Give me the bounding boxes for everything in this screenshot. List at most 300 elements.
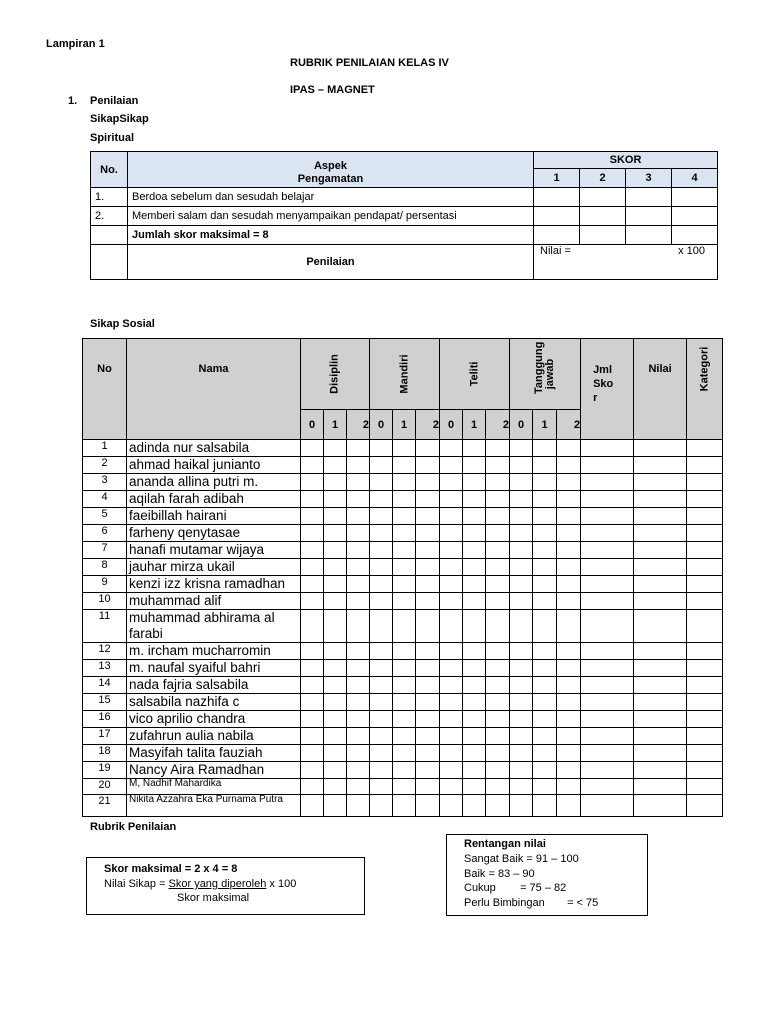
score-cell[interactable] bbox=[440, 474, 463, 491]
score-cell[interactable] bbox=[440, 457, 463, 474]
score-cell[interactable] bbox=[581, 677, 634, 694]
score-cell[interactable] bbox=[416, 762, 440, 779]
score-cell[interactable] bbox=[416, 440, 440, 457]
score-cell[interactable] bbox=[301, 779, 324, 795]
score-cell[interactable] bbox=[533, 542, 557, 559]
score-cell[interactable] bbox=[486, 593, 510, 610]
score-cell[interactable] bbox=[557, 694, 581, 711]
score-cell[interactable] bbox=[486, 440, 510, 457]
score-cell[interactable] bbox=[393, 677, 416, 694]
score-cell[interactable] bbox=[510, 694, 533, 711]
score-cell[interactable] bbox=[486, 728, 510, 745]
score-cell[interactable] bbox=[440, 728, 463, 745]
score-cell[interactable] bbox=[634, 474, 687, 491]
score-cell[interactable] bbox=[347, 440, 370, 457]
score-cell[interactable] bbox=[393, 728, 416, 745]
score-cell[interactable] bbox=[463, 779, 486, 795]
score-cell[interactable] bbox=[440, 677, 463, 694]
score-cell[interactable] bbox=[370, 762, 393, 779]
score-cell[interactable] bbox=[581, 610, 634, 643]
score-cell[interactable] bbox=[510, 559, 533, 576]
score-cell[interactable] bbox=[533, 559, 557, 576]
score-cell[interactable] bbox=[463, 660, 486, 677]
score-cell[interactable] bbox=[533, 711, 557, 728]
score-cell[interactable] bbox=[687, 525, 723, 542]
score-cell[interactable] bbox=[416, 779, 440, 795]
score-cell[interactable] bbox=[533, 508, 557, 525]
score-cell[interactable] bbox=[510, 440, 533, 457]
score-cell[interactable] bbox=[580, 188, 626, 207]
score-cell[interactable] bbox=[687, 610, 723, 643]
score-cell[interactable] bbox=[301, 559, 324, 576]
score-cell[interactable] bbox=[486, 694, 510, 711]
score-cell[interactable] bbox=[393, 474, 416, 491]
score-cell[interactable] bbox=[463, 576, 486, 593]
score-cell[interactable] bbox=[510, 457, 533, 474]
score-cell[interactable] bbox=[463, 474, 486, 491]
score-cell[interactable] bbox=[557, 508, 581, 525]
score-cell[interactable] bbox=[301, 643, 324, 660]
score-cell[interactable] bbox=[581, 593, 634, 610]
score-cell[interactable] bbox=[370, 525, 393, 542]
score-cell[interactable] bbox=[580, 207, 626, 226]
score-cell[interactable] bbox=[557, 542, 581, 559]
score-cell[interactable] bbox=[416, 593, 440, 610]
score-cell[interactable] bbox=[687, 491, 723, 508]
score-cell[interactable] bbox=[393, 762, 416, 779]
score-cell[interactable] bbox=[687, 576, 723, 593]
score-cell[interactable] bbox=[510, 491, 533, 508]
score-cell[interactable] bbox=[687, 660, 723, 677]
score-cell[interactable] bbox=[634, 728, 687, 745]
score-cell[interactable] bbox=[486, 576, 510, 593]
score-cell[interactable] bbox=[324, 491, 347, 508]
score-cell[interactable] bbox=[634, 525, 687, 542]
score-cell[interactable] bbox=[393, 779, 416, 795]
score-cell[interactable] bbox=[416, 643, 440, 660]
score-cell[interactable] bbox=[370, 457, 393, 474]
score-cell[interactable] bbox=[581, 576, 634, 593]
score-cell[interactable] bbox=[510, 643, 533, 660]
score-cell[interactable] bbox=[533, 491, 557, 508]
score-cell[interactable] bbox=[416, 508, 440, 525]
score-cell[interactable] bbox=[416, 542, 440, 559]
score-cell[interactable] bbox=[634, 559, 687, 576]
score-cell[interactable] bbox=[324, 525, 347, 542]
score-cell[interactable] bbox=[510, 660, 533, 677]
score-cell[interactable] bbox=[486, 795, 510, 817]
score-cell[interactable] bbox=[533, 576, 557, 593]
score-cell[interactable] bbox=[534, 188, 580, 207]
score-cell[interactable] bbox=[557, 779, 581, 795]
score-cell[interactable] bbox=[533, 525, 557, 542]
score-cell[interactable] bbox=[440, 660, 463, 677]
score-cell[interactable] bbox=[634, 643, 687, 660]
score-cell[interactable] bbox=[347, 559, 370, 576]
score-cell[interactable] bbox=[687, 508, 723, 525]
score-cell[interactable] bbox=[533, 745, 557, 762]
score-cell[interactable] bbox=[416, 728, 440, 745]
score-cell[interactable] bbox=[347, 745, 370, 762]
score-cell[interactable] bbox=[393, 525, 416, 542]
score-cell[interactable] bbox=[370, 745, 393, 762]
score-cell[interactable] bbox=[347, 474, 370, 491]
score-cell[interactable] bbox=[581, 491, 634, 508]
score-cell[interactable] bbox=[486, 711, 510, 728]
score-cell[interactable] bbox=[634, 795, 687, 817]
score-cell[interactable] bbox=[440, 745, 463, 762]
score-cell[interactable] bbox=[557, 474, 581, 491]
score-cell[interactable] bbox=[634, 610, 687, 643]
score-cell[interactable] bbox=[393, 457, 416, 474]
score-cell[interactable] bbox=[581, 728, 634, 745]
score-cell[interactable] bbox=[510, 593, 533, 610]
score-cell[interactable] bbox=[463, 508, 486, 525]
score-cell[interactable] bbox=[510, 610, 533, 643]
score-cell[interactable] bbox=[510, 711, 533, 728]
score-cell[interactable] bbox=[393, 660, 416, 677]
score-cell[interactable] bbox=[687, 694, 723, 711]
score-cell[interactable] bbox=[393, 593, 416, 610]
score-cell[interactable] bbox=[324, 779, 347, 795]
score-cell[interactable] bbox=[533, 457, 557, 474]
score-cell[interactable] bbox=[486, 474, 510, 491]
score-cell[interactable] bbox=[581, 525, 634, 542]
score-cell[interactable] bbox=[347, 762, 370, 779]
score-cell[interactable] bbox=[533, 440, 557, 457]
score-cell[interactable] bbox=[486, 643, 510, 660]
score-cell[interactable] bbox=[393, 508, 416, 525]
score-cell[interactable] bbox=[393, 610, 416, 643]
score-cell[interactable] bbox=[533, 728, 557, 745]
score-cell[interactable] bbox=[301, 660, 324, 677]
score-cell[interactable] bbox=[626, 188, 672, 207]
score-cell[interactable] bbox=[370, 440, 393, 457]
score-cell[interactable] bbox=[324, 474, 347, 491]
score-cell[interactable] bbox=[687, 795, 723, 817]
score-cell[interactable] bbox=[370, 660, 393, 677]
score-cell[interactable] bbox=[463, 593, 486, 610]
score-cell[interactable] bbox=[393, 440, 416, 457]
score-cell[interactable] bbox=[440, 559, 463, 576]
score-cell[interactable] bbox=[557, 576, 581, 593]
score-cell[interactable] bbox=[557, 711, 581, 728]
score-cell[interactable] bbox=[301, 576, 324, 593]
score-cell[interactable] bbox=[301, 508, 324, 525]
score-cell[interactable] bbox=[634, 677, 687, 694]
score-cell[interactable] bbox=[393, 491, 416, 508]
score-cell[interactable] bbox=[533, 593, 557, 610]
score-cell[interactable] bbox=[634, 542, 687, 559]
score-cell[interactable] bbox=[687, 440, 723, 457]
score-cell[interactable] bbox=[557, 457, 581, 474]
score-cell[interactable] bbox=[393, 795, 416, 817]
score-cell[interactable] bbox=[486, 660, 510, 677]
score-cell[interactable] bbox=[510, 474, 533, 491]
score-cell[interactable] bbox=[440, 542, 463, 559]
score-cell[interactable] bbox=[301, 762, 324, 779]
score-cell[interactable] bbox=[557, 795, 581, 817]
score-cell[interactable] bbox=[393, 694, 416, 711]
score-cell[interactable] bbox=[510, 762, 533, 779]
score-cell[interactable] bbox=[370, 643, 393, 660]
score-cell[interactable] bbox=[510, 542, 533, 559]
score-cell[interactable] bbox=[393, 542, 416, 559]
score-cell[interactable] bbox=[557, 610, 581, 643]
score-cell[interactable] bbox=[510, 795, 533, 817]
score-cell[interactable] bbox=[370, 610, 393, 643]
score-cell[interactable] bbox=[440, 643, 463, 660]
score-cell[interactable] bbox=[557, 559, 581, 576]
score-cell[interactable] bbox=[393, 559, 416, 576]
score-cell[interactable] bbox=[416, 711, 440, 728]
score-cell[interactable] bbox=[581, 440, 634, 457]
score-cell[interactable] bbox=[533, 677, 557, 694]
score-cell[interactable] bbox=[687, 457, 723, 474]
score-cell[interactable] bbox=[440, 440, 463, 457]
score-cell[interactable] bbox=[581, 474, 634, 491]
score-cell[interactable] bbox=[440, 779, 463, 795]
score-cell[interactable] bbox=[634, 779, 687, 795]
score-cell[interactable] bbox=[463, 525, 486, 542]
score-cell[interactable] bbox=[687, 762, 723, 779]
score-cell[interactable] bbox=[533, 694, 557, 711]
score-cell[interactable] bbox=[486, 762, 510, 779]
score-cell[interactable] bbox=[393, 643, 416, 660]
score-cell[interactable] bbox=[347, 795, 370, 817]
score-cell[interactable] bbox=[581, 457, 634, 474]
score-cell[interactable] bbox=[301, 525, 324, 542]
score-cell[interactable] bbox=[416, 491, 440, 508]
score-cell[interactable] bbox=[486, 525, 510, 542]
score-cell[interactable] bbox=[440, 593, 463, 610]
score-cell[interactable] bbox=[486, 491, 510, 508]
score-cell[interactable] bbox=[486, 559, 510, 576]
score-cell[interactable] bbox=[416, 525, 440, 542]
score-cell[interactable] bbox=[510, 728, 533, 745]
score-cell[interactable] bbox=[347, 610, 370, 643]
score-cell[interactable] bbox=[463, 728, 486, 745]
score-cell[interactable] bbox=[626, 207, 672, 226]
score-cell[interactable] bbox=[510, 779, 533, 795]
score-cell[interactable] bbox=[634, 457, 687, 474]
score-cell[interactable] bbox=[416, 694, 440, 711]
score-cell[interactable] bbox=[581, 508, 634, 525]
score-cell[interactable] bbox=[324, 576, 347, 593]
score-cell[interactable] bbox=[393, 745, 416, 762]
score-cell[interactable] bbox=[463, 643, 486, 660]
score-cell[interactable] bbox=[440, 795, 463, 817]
score-cell[interactable] bbox=[463, 542, 486, 559]
score-cell[interactable] bbox=[581, 745, 634, 762]
score-cell[interactable] bbox=[533, 762, 557, 779]
score-cell[interactable] bbox=[347, 576, 370, 593]
score-cell[interactable] bbox=[581, 542, 634, 559]
score-cell[interactable] bbox=[463, 491, 486, 508]
score-cell[interactable] bbox=[440, 508, 463, 525]
score-cell[interactable] bbox=[533, 795, 557, 817]
score-cell[interactable] bbox=[324, 559, 347, 576]
score-cell[interactable] bbox=[581, 694, 634, 711]
score-cell[interactable] bbox=[557, 660, 581, 677]
score-cell[interactable] bbox=[370, 728, 393, 745]
score-cell[interactable] bbox=[370, 779, 393, 795]
score-cell[interactable] bbox=[440, 694, 463, 711]
score-cell[interactable] bbox=[416, 576, 440, 593]
score-cell[interactable] bbox=[347, 711, 370, 728]
score-cell[interactable] bbox=[301, 677, 324, 694]
score-cell[interactable] bbox=[463, 677, 486, 694]
score-cell[interactable] bbox=[370, 677, 393, 694]
score-cell[interactable] bbox=[370, 508, 393, 525]
score-cell[interactable] bbox=[324, 440, 347, 457]
score-cell[interactable] bbox=[347, 491, 370, 508]
score-cell[interactable] bbox=[463, 559, 486, 576]
score-cell[interactable] bbox=[347, 694, 370, 711]
score-cell[interactable] bbox=[324, 711, 347, 728]
score-cell[interactable] bbox=[324, 593, 347, 610]
score-cell[interactable] bbox=[634, 711, 687, 728]
score-cell[interactable] bbox=[557, 762, 581, 779]
score-cell[interactable] bbox=[510, 576, 533, 593]
score-cell[interactable] bbox=[440, 762, 463, 779]
score-cell[interactable] bbox=[301, 542, 324, 559]
score-cell[interactable] bbox=[301, 728, 324, 745]
score-cell[interactable] bbox=[324, 795, 347, 817]
score-cell[interactable] bbox=[557, 728, 581, 745]
score-cell[interactable] bbox=[393, 711, 416, 728]
score-cell[interactable] bbox=[301, 457, 324, 474]
score-cell[interactable] bbox=[324, 677, 347, 694]
score-cell[interactable] bbox=[301, 440, 324, 457]
score-cell[interactable] bbox=[557, 677, 581, 694]
score-cell[interactable] bbox=[393, 576, 416, 593]
score-cell[interactable] bbox=[486, 610, 510, 643]
score-cell[interactable] bbox=[347, 779, 370, 795]
score-cell[interactable] bbox=[486, 508, 510, 525]
score-cell[interactable] bbox=[416, 660, 440, 677]
score-cell[interactable] bbox=[347, 525, 370, 542]
score-cell[interactable] bbox=[581, 643, 634, 660]
score-cell[interactable] bbox=[581, 779, 634, 795]
score-cell[interactable] bbox=[463, 795, 486, 817]
score-cell[interactable] bbox=[534, 207, 580, 226]
score-cell[interactable] bbox=[324, 694, 347, 711]
score-cell[interactable] bbox=[416, 474, 440, 491]
score-cell[interactable] bbox=[557, 440, 581, 457]
score-cell[interactable] bbox=[440, 576, 463, 593]
score-cell[interactable] bbox=[486, 542, 510, 559]
score-cell[interactable] bbox=[463, 610, 486, 643]
score-cell[interactable] bbox=[370, 474, 393, 491]
score-cell[interactable] bbox=[687, 474, 723, 491]
score-cell[interactable] bbox=[634, 745, 687, 762]
score-cell[interactable] bbox=[347, 660, 370, 677]
score-cell[interactable] bbox=[416, 745, 440, 762]
score-cell[interactable] bbox=[533, 779, 557, 795]
score-cell[interactable] bbox=[440, 711, 463, 728]
score-cell[interactable] bbox=[463, 457, 486, 474]
score-cell[interactable] bbox=[347, 457, 370, 474]
score-cell[interactable] bbox=[634, 491, 687, 508]
score-cell[interactable] bbox=[533, 643, 557, 660]
score-cell[interactable] bbox=[324, 542, 347, 559]
score-cell[interactable] bbox=[581, 559, 634, 576]
score-cell[interactable] bbox=[672, 207, 718, 226]
score-cell[interactable] bbox=[687, 745, 723, 762]
score-cell[interactable] bbox=[440, 610, 463, 643]
score-cell[interactable] bbox=[370, 542, 393, 559]
score-cell[interactable] bbox=[634, 576, 687, 593]
score-cell[interactable] bbox=[533, 610, 557, 643]
score-cell[interactable] bbox=[533, 474, 557, 491]
score-cell[interactable] bbox=[347, 728, 370, 745]
score-cell[interactable] bbox=[370, 694, 393, 711]
score-cell[interactable] bbox=[463, 745, 486, 762]
score-cell[interactable] bbox=[687, 711, 723, 728]
score-cell[interactable] bbox=[347, 643, 370, 660]
score-cell[interactable] bbox=[370, 593, 393, 610]
score-cell[interactable] bbox=[486, 779, 510, 795]
score-cell[interactable] bbox=[687, 643, 723, 660]
score-cell[interactable] bbox=[634, 508, 687, 525]
score-cell[interactable] bbox=[486, 457, 510, 474]
score-cell[interactable] bbox=[581, 795, 634, 817]
score-cell[interactable] bbox=[301, 610, 324, 643]
score-cell[interactable] bbox=[510, 745, 533, 762]
score-cell[interactable] bbox=[301, 745, 324, 762]
score-cell[interactable] bbox=[324, 610, 347, 643]
score-cell[interactable] bbox=[687, 779, 723, 795]
score-cell[interactable] bbox=[301, 694, 324, 711]
score-cell[interactable] bbox=[581, 762, 634, 779]
score-cell[interactable] bbox=[324, 728, 347, 745]
score-cell[interactable] bbox=[416, 677, 440, 694]
score-cell[interactable] bbox=[634, 440, 687, 457]
score-cell[interactable] bbox=[581, 711, 634, 728]
score-cell[interactable] bbox=[416, 457, 440, 474]
score-cell[interactable] bbox=[370, 491, 393, 508]
score-cell[interactable] bbox=[301, 474, 324, 491]
score-cell[interactable] bbox=[347, 542, 370, 559]
score-cell[interactable] bbox=[301, 795, 324, 817]
score-cell[interactable] bbox=[557, 643, 581, 660]
score-cell[interactable] bbox=[347, 508, 370, 525]
score-cell[interactable] bbox=[416, 795, 440, 817]
score-cell[interactable] bbox=[301, 711, 324, 728]
score-cell[interactable] bbox=[634, 660, 687, 677]
score-cell[interactable] bbox=[510, 525, 533, 542]
score-cell[interactable] bbox=[687, 677, 723, 694]
score-cell[interactable] bbox=[324, 762, 347, 779]
score-cell[interactable] bbox=[463, 694, 486, 711]
score-cell[interactable] bbox=[416, 610, 440, 643]
score-cell[interactable] bbox=[324, 508, 347, 525]
score-cell[interactable] bbox=[510, 677, 533, 694]
score-cell[interactable] bbox=[510, 508, 533, 525]
score-cell[interactable] bbox=[557, 491, 581, 508]
score-cell[interactable] bbox=[557, 745, 581, 762]
score-cell[interactable] bbox=[634, 593, 687, 610]
score-cell[interactable] bbox=[370, 559, 393, 576]
score-cell[interactable] bbox=[486, 677, 510, 694]
score-cell[interactable] bbox=[463, 711, 486, 728]
score-cell[interactable] bbox=[370, 795, 393, 817]
score-cell[interactable] bbox=[440, 491, 463, 508]
score-cell[interactable] bbox=[687, 559, 723, 576]
score-cell[interactable] bbox=[440, 525, 463, 542]
score-cell[interactable] bbox=[301, 491, 324, 508]
